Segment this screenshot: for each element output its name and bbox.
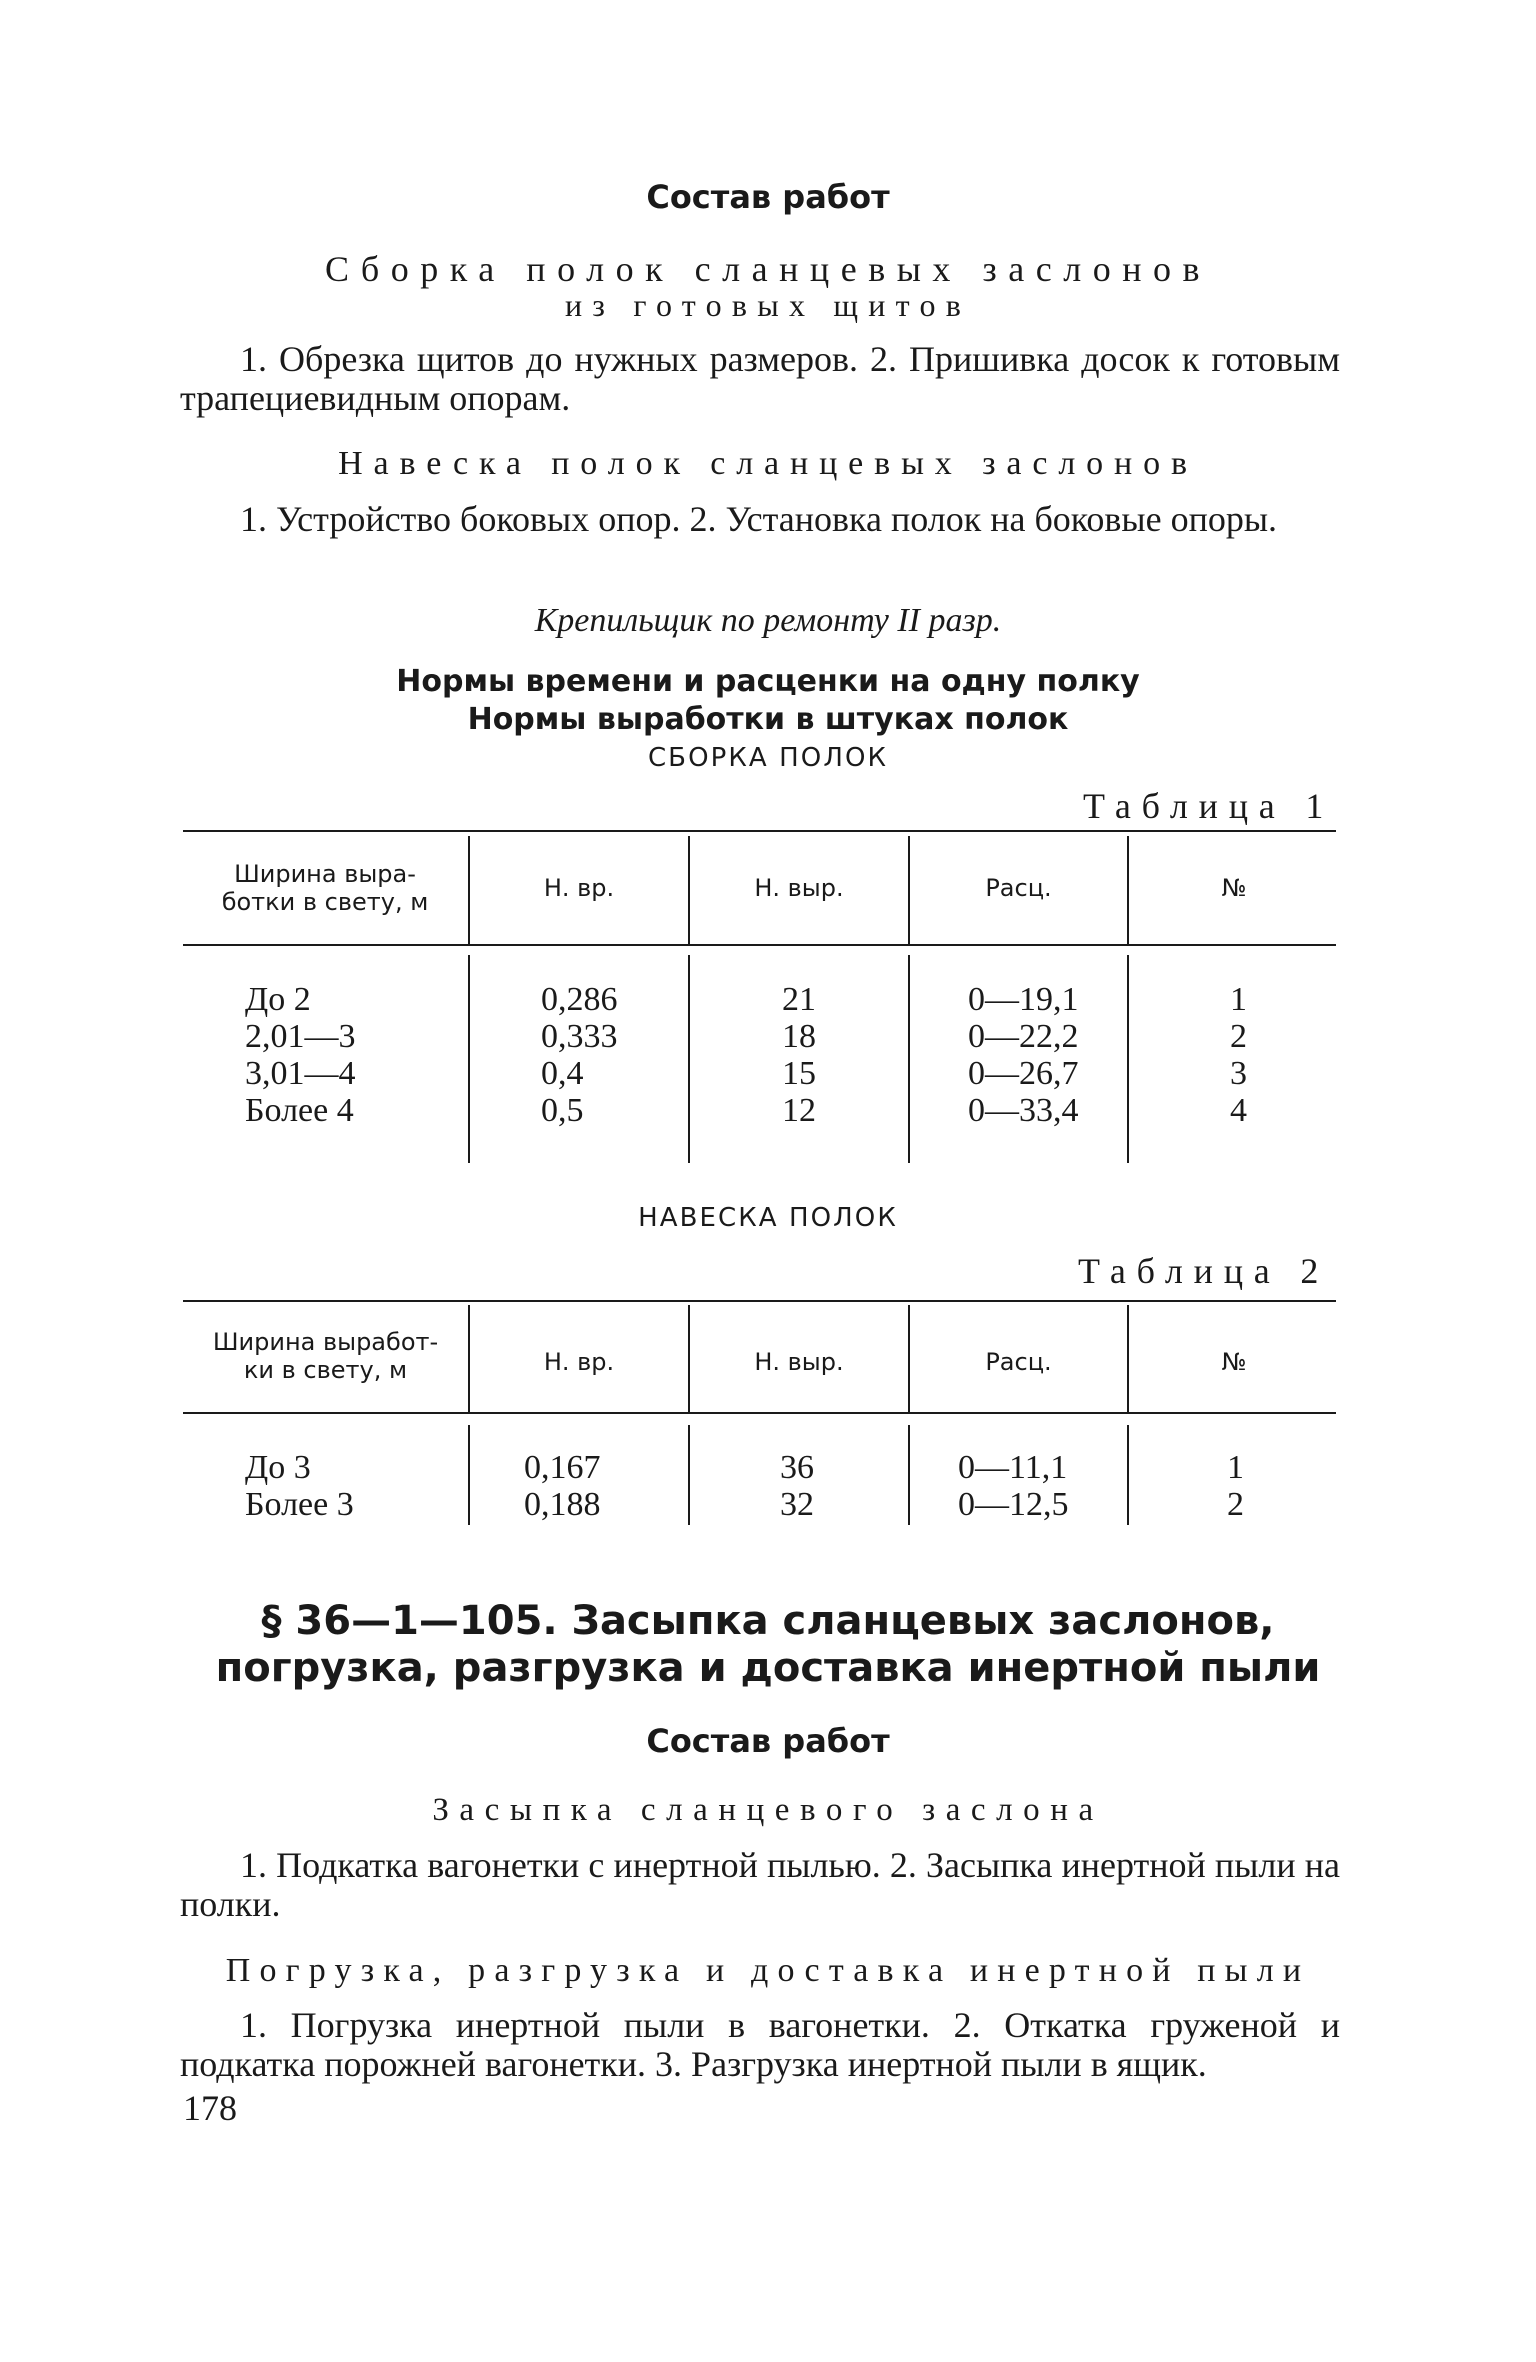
table1-divider <box>1127 955 1129 1163</box>
table1-cell: 2 <box>1230 1018 1247 1055</box>
table1-header-norm-time: Н. вр. <box>543 874 615 902</box>
table1-cell: 0,286 <box>541 981 618 1018</box>
table2-cell: 0,167 <box>524 1449 601 1486</box>
table2-cell: 36 <box>780 1449 814 1486</box>
page-number: 178 <box>183 2088 237 2128</box>
table2-caption: Таблица 2 <box>1078 1251 1330 1291</box>
subheading-assembly-line2: из готовых щитов <box>564 287 972 323</box>
table2-header-number: № <box>1221 1348 1247 1376</box>
table1-header-number: № <box>1221 874 1247 902</box>
table2-cell: 0,188 <box>524 1486 601 1523</box>
table1-cell: 12 <box>782 1092 816 1129</box>
table2-cell: Более 3 <box>245 1486 354 1523</box>
section-title-line1: § 36—1—105. Засыпка сланцевых заслонов, <box>261 1598 1275 1644</box>
subheading-assembly-line1: Сборка полок сланцевых заслонов <box>324 249 1212 289</box>
table1-caption: Таблица 1 <box>1083 786 1335 826</box>
table2-cell: 2 <box>1227 1486 1244 1523</box>
table1-cell: 2,01—3 <box>245 1018 356 1055</box>
subheading-hanging: Навеска полок сланцевых заслонов <box>338 445 1198 482</box>
table2-top-rule <box>183 1300 1336 1302</box>
paragraph-assembly-steps: 1. Обрезка щитов до нужных размеров. 2. Пришивка досок к готовым трапециевидным опорам. <box>180 339 1340 418</box>
table2-divider <box>468 1425 470 1525</box>
table1-cell: 0,4 <box>541 1055 584 1092</box>
table2-header-rule <box>183 1412 1336 1414</box>
table1-cell: 0,333 <box>541 1018 618 1055</box>
table2-cell: До 3 <box>245 1449 311 1486</box>
table1-cell: 0—22,2 <box>968 1018 1079 1055</box>
table2-divider <box>908 1425 910 1525</box>
table1-cell: До 2 <box>245 981 311 1018</box>
paragraph-loading-steps: 1. Погрузка инертной пыли в вагонетки. 2. Откатка груженой и подкатка порожней вагонетки. 3. Разгрузка инертной пыли в ящик. <box>180 2005 1340 2084</box>
table1-divider <box>908 955 910 1163</box>
table1-header-rule <box>183 944 1336 946</box>
table1-header-rate: Расц. <box>985 874 1052 902</box>
table2-cell: 32 <box>780 1486 814 1523</box>
norms-title-line1: Нормы времени и расценки на одну полку <box>396 664 1140 699</box>
table1-cell: 0—19,1 <box>968 981 1079 1018</box>
subheading-loading: Погрузка, разгрузка и доставка инертной пыли <box>225 1952 1311 1989</box>
table2-title: НАВЕСКА ПОЛОК <box>638 1203 898 1233</box>
table1-header-norm-output: Н. выр. <box>754 874 844 902</box>
table2-header-rate: Расц. <box>985 1348 1052 1376</box>
table1-cell: 3 <box>1230 1055 1247 1092</box>
table1-cell: 0—33,4 <box>968 1092 1079 1129</box>
paragraph-hanging-steps: 1. Устройство боковых опор. 2. Установка полок на боковые опоры. <box>240 499 1278 539</box>
section-title-line2: погрузка, разгрузка и доставка инертной пыли <box>215 1645 1321 1691</box>
table2-header-width: Ширина выработ- ки в свету, м <box>212 1328 439 1384</box>
norms-title-line2: Нормы выработки в штуках полок <box>467 702 1069 737</box>
table1-title: СБОРКА ПОЛОК <box>647 743 889 773</box>
table1-cell: 4 <box>1230 1092 1247 1129</box>
table1-header-width: Ширина выра- ботки в свету, м <box>221 860 429 916</box>
table1-cell: 21 <box>782 981 816 1018</box>
table2-divider <box>1127 1425 1129 1525</box>
table1-cell: 0—26,7 <box>968 1055 1079 1092</box>
table1-cell: 1 <box>1230 981 1247 1018</box>
table2-cell: 1 <box>1227 1449 1244 1486</box>
table2-divider <box>688 1425 690 1525</box>
section-heading-composition: Состав работ <box>646 178 890 216</box>
table1-top-rule <box>183 830 1336 832</box>
table1-cell: 15 <box>782 1055 816 1092</box>
table1-divider <box>688 955 690 1163</box>
table1-cell: Более 4 <box>245 1092 354 1129</box>
table2-cell: 0—12,5 <box>958 1486 1069 1523</box>
table1-divider <box>468 955 470 1163</box>
table1-cell: 18 <box>782 1018 816 1055</box>
subheading-filling: Засыпка сланцевого заслона <box>432 1792 1104 1828</box>
table1-cell: 3,01—4 <box>245 1055 356 1092</box>
table2-header-norm-time: Н. вр. <box>543 1348 615 1376</box>
table2-header-norm-output: Н. выр. <box>754 1348 844 1376</box>
paragraph-filling-steps: 1. Подкатка вагонетки с инертной пылью. 2. Засыпка инертной пыли на полки. <box>180 1845 1340 1924</box>
table2-cell: 0—11,1 <box>958 1449 1068 1486</box>
table1-cell: 0,5 <box>541 1092 584 1129</box>
worker-grade: Крепильщик по ремонту II разр. <box>534 602 1002 639</box>
section2-heading-composition: Состав работ <box>646 1722 890 1760</box>
